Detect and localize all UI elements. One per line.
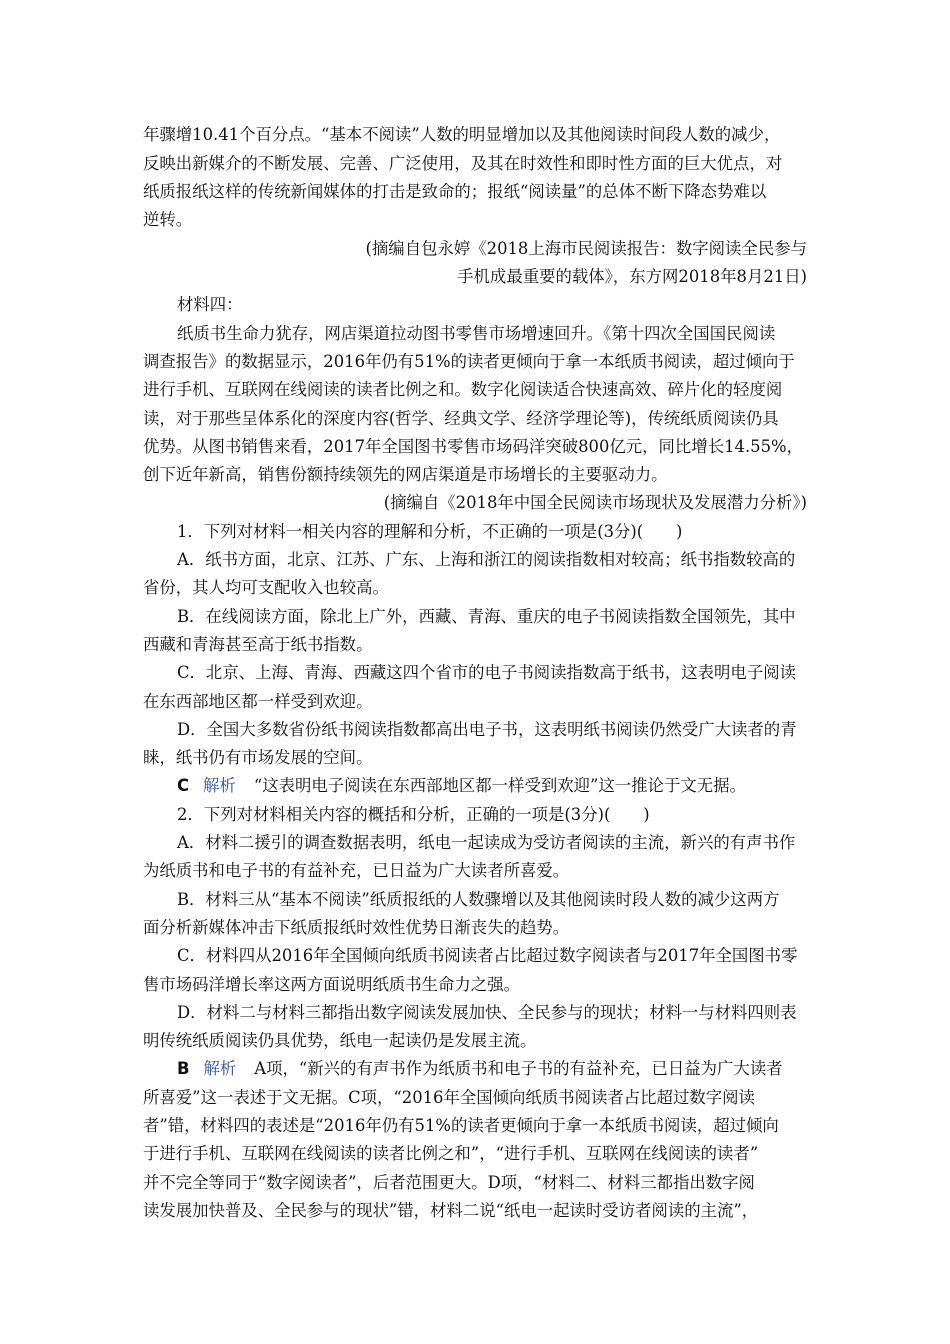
option-d-cont: 明传统纸质阅读仍具优势，纸电一起读仍是发展主流。 [143, 1031, 537, 1050]
analysis-text: 者”错，材料四的表述是“2016年仍有51%的读者更倾向于拿一本纸质书阅读，超过倾向 [143, 1116, 779, 1135]
option-b-cont: 面分析新媒体冲击下纸质报纸时效性优势日渐丧失的趋势。 [143, 918, 570, 937]
option-d: D．材料二与材料三都指出数字阅读发展加快、全民参与的现状；材料一与材料四则表 [177, 1003, 797, 1022]
text-line: 进行手机、互联网在线阅读的读者比例之和。数字化阅读适合快速高效、碎片化的轻度阅 [143, 380, 783, 399]
material-heading: 材料四： [177, 295, 243, 314]
analysis-label: 解析 [203, 1059, 237, 1078]
analysis-text: 并不完全等同于“数字阅读者”，后者范围更大。D项，“材料二、材料三都指出数字阅 [143, 1173, 755, 1192]
question-stem: 1．下列对材料一相关内容的理解和分析，不正确的一项是(3分)( ) [177, 522, 683, 541]
text-line: 逆转。 [143, 210, 193, 229]
analysis-label: 解析 [203, 776, 236, 795]
question-stem: 2．下列对材料相关内容的概括和分析，正确的一项是(3分)( ) [177, 805, 650, 824]
source-citation: (摘编自《2018年中国全民阅读市场现状及发展潜力分析》) [383, 493, 807, 512]
option-c-cont: 售市场码洋增长率这两方面说明纸质书生命力之强。 [143, 975, 520, 994]
source-citation: (摘编自包永婷《2018上海市民阅读报告：数字阅读全民参与 [365, 239, 807, 258]
option-d-cont: 睐，纸书仍有市场发展的空间。 [143, 748, 373, 767]
text-line: 纸质书生命力犹存，网店渠道拉动图书零售市场增速回升。《第十四次全国国民阅读 [177, 324, 776, 343]
answer-letter: C [177, 776, 190, 795]
option-c: C．材料四从2016年全国倾向纸质书阅读者占比超过数字阅读者与2017年全国图书零 [177, 946, 798, 965]
analysis-text: “这表明电子阅读在东西部地区都一样受到欢迎”这一推论于文无据。 [253, 776, 746, 795]
answer-line [177, 1055, 823, 1083]
option-c-cont: 在东西部地区都一样受到欢迎。 [143, 692, 373, 711]
option-a: A．材料二援引的调查数据表明，纸电一起读成为受访者阅读的主流，新兴的有声书作 [177, 833, 796, 852]
analysis-text: A项，“新兴的有声书作为纸质书和电子书的有益补充，已日益为广大读者 [254, 1059, 783, 1078]
option-b: B．在线阅读方面，除北上广外，西藏、青海、重庆的电子书阅读指数全国领先，其中 [177, 607, 796, 626]
option-d: D．全国大多数省份纸书阅读指数都高出电子书，这表明纸书阅读仍然受广大读者的青 [177, 720, 797, 739]
option-b: B．材料三从“基本不阅读”纸质报纸的人数骤增以及其他阅读时段人数的减少这两方 [177, 890, 780, 909]
option-a: A．纸书方面，北京、江苏、广东、上海和浙江的阅读指数相对较高；纸书指数较高的 [177, 550, 796, 569]
option-b-cont: 西藏和青海甚至高于纸书指数。 [143, 635, 373, 654]
option-a-cont: 省份，其人均可支配收入也较高。 [143, 578, 389, 597]
analysis-text: 所喜爱”这一表述于文无据。C项，“2016年全国倾向纸质书阅读者占比超过数字阅读 [143, 1088, 755, 1107]
analysis-text: 读发展加快普及、全民参与的现状”错，材料二说“纸电一起读时受访者阅读的主流”， [143, 1201, 759, 1220]
text-line: 纸质报纸这样的传统新闻媒体的打击是致命的；报纸“阅读量”的总体不断下降态势难以 [143, 182, 767, 201]
answer-line [177, 772, 823, 800]
text-line: 优势。从图书销售来看，2017年全国图书零售市场码洋突破800亿元，同比增长14.55%， [143, 437, 803, 456]
option-a-cont: 为纸质书和电子书的有益补充，已日益为广大读者所喜爱。 [143, 861, 570, 880]
text-line: 年骤增10.41个百分点。“基本不阅读”人数的明显增加以及其他阅读时间段人数的减少， [143, 125, 781, 144]
source-citation: 手机成最重要的载体》，东方网2018年8月21日) [457, 267, 807, 286]
text-line: 创下近年新高，销售份额持续领先的网店渠道是市场增长的主要驱动力。 [143, 465, 668, 484]
analysis-text: 于进行手机、互联网在线阅读的读者比例之和”，“进行手机、互联网在线阅读的读者” [143, 1144, 759, 1163]
option-c: C．北京、上海、青海、西藏这四个省市的电子书阅读指数高于纸书，这表明电子阅读 [177, 663, 796, 682]
answer-letter: B [177, 1059, 190, 1078]
text-line: 读，对于那些呈体系化的深度内容(哲学、经典文学、经济学理论等)，传统纸质阅读仍具 [143, 409, 779, 428]
text-line: 反映出新媒介的不断发展、完善、广泛使用，及其在时效性和即时性方面的巨大优点，对 [143, 154, 783, 173]
text-line: 调查报告》的数据显示，2016年仍有51%的读者更倾向于拿一本纸质书阅读，超过倾向于 [143, 352, 795, 371]
